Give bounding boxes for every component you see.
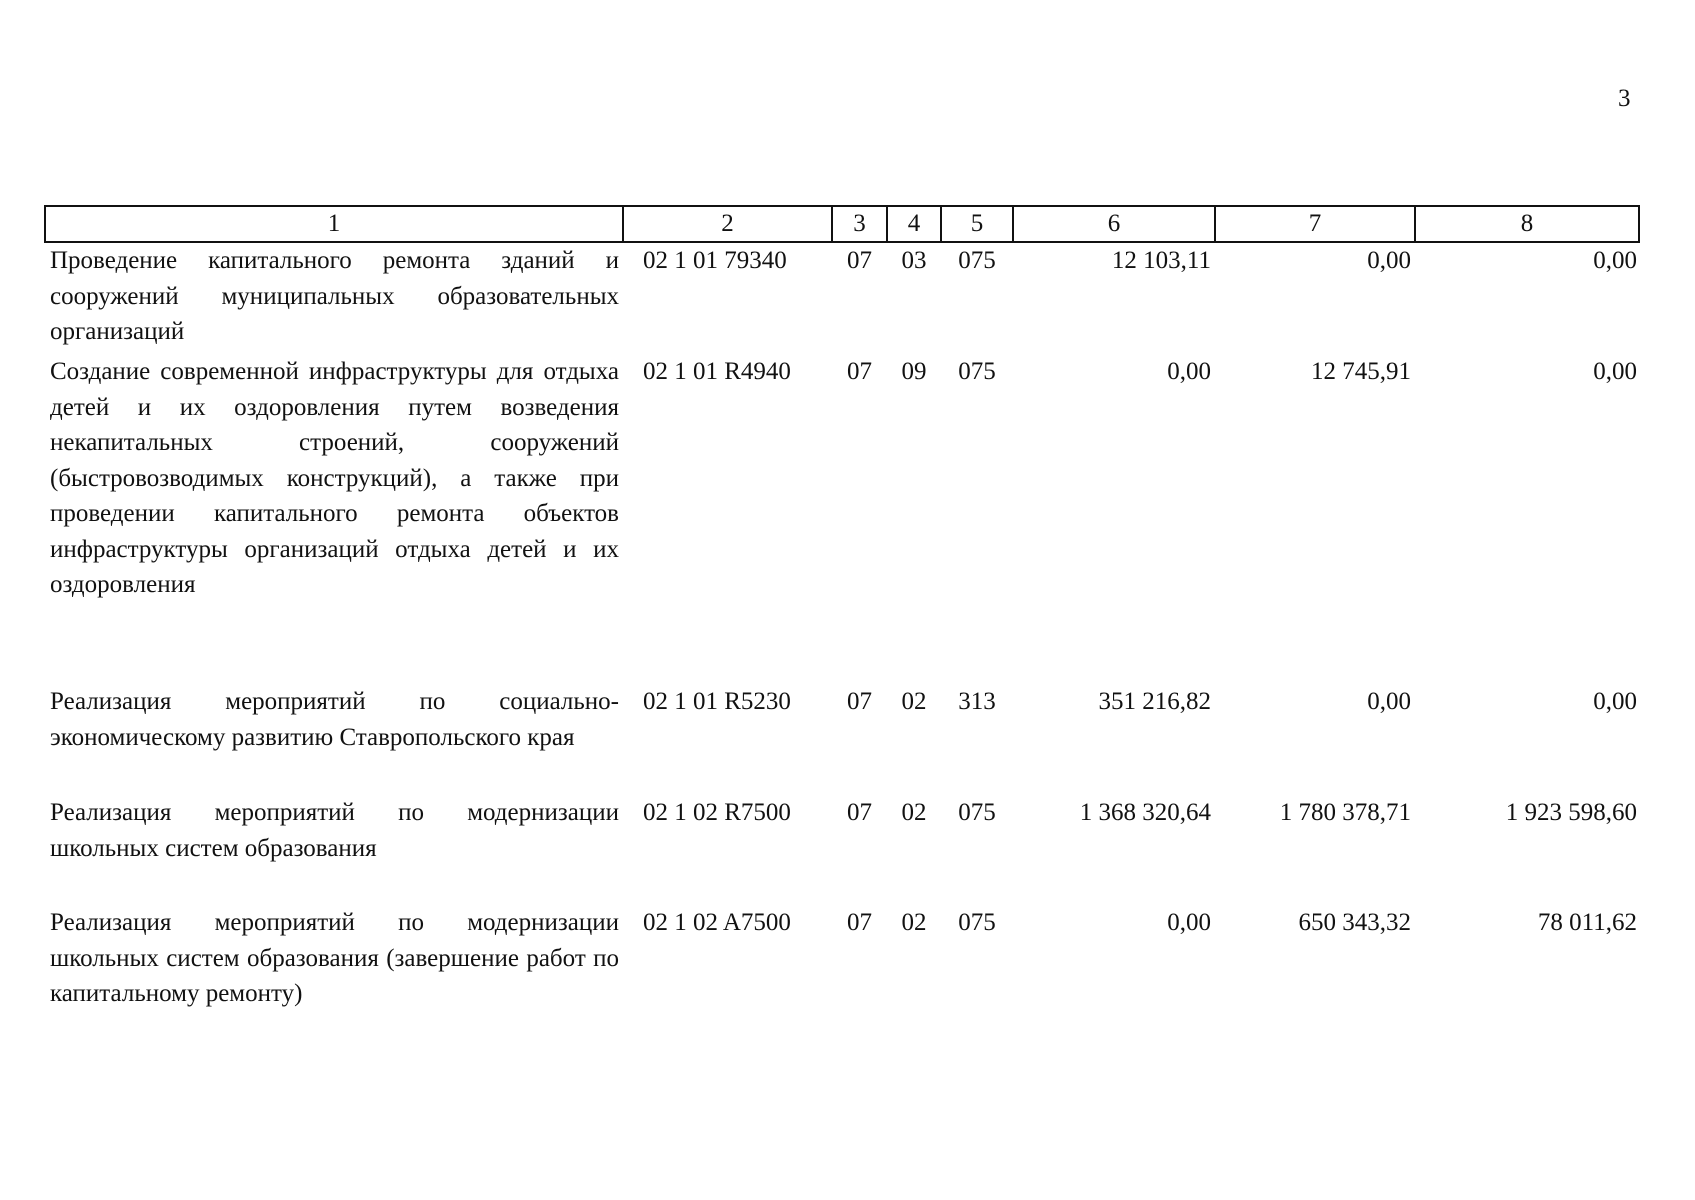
row-expense-type: 075 (958, 358, 996, 385)
row-amount-7: 0,00 (1367, 688, 1411, 715)
table-row (45, 795, 1639, 905)
row-amount-6: 12 103,11 (1111, 247, 1211, 274)
row-target-code: 02 1 01 R4940 (643, 358, 791, 385)
row-amount-7: 1 780 378,71 (1279, 799, 1411, 826)
row-amount-8: 78 011,62 (1537, 909, 1637, 936)
row-name: Реализация мероприятий по социально-экономическому развитию Ставропольского края (50, 688, 619, 751)
budget-table (44, 205, 1640, 1015)
row-amount-7: 650 343,32 (1298, 909, 1411, 936)
header-col-4: 4 (887, 206, 941, 242)
row-amount-6: 1 368 320,64 (1079, 799, 1211, 826)
header-col-2: 2 (623, 206, 832, 242)
row-subsection: 02 (901, 688, 927, 715)
row-expense-type: 313 (958, 688, 996, 715)
table-header (45, 206, 1639, 242)
row-target-code: 02 1 02 R7500 (643, 799, 791, 826)
table-row (45, 684, 1639, 795)
header-row (45, 206, 1639, 242)
row-subsection: 02 (901, 799, 927, 826)
row-amount-8: 1 923 598,60 (1505, 799, 1637, 826)
row-amount-6: 351 216,82 (1098, 688, 1211, 715)
row-expense-type: 075 (958, 909, 996, 936)
row-section: 07 (847, 799, 872, 826)
row-section: 07 (847, 909, 872, 936)
table-row (45, 905, 1639, 1015)
row-amount-6: 0,00 (1167, 358, 1211, 385)
row-name: Создание современной инфраструктуры для отдыха детей и их оздоровления путем возведения некапитальных строений, сооружений (быстровозводимых конструкций), а также при проведении капитального ремонта объектов инфраструктуры организаций отдыха детей и их оздоровления (50, 358, 619, 598)
row-target-code: 02 1 01 79340 (643, 247, 787, 274)
header-col-1: 1 (45, 206, 623, 242)
row-amount-6: 0,00 (1167, 909, 1211, 936)
row-name: Реализация мероприятий по модернизации школьных систем образования (50, 799, 619, 862)
row-subsection: 02 (901, 909, 927, 936)
row-amount-8: 0,00 (1593, 688, 1637, 715)
header-col-3: 3 (832, 206, 887, 242)
header-col-6: 6 (1013, 206, 1215, 242)
row-subsection: 03 (901, 247, 927, 274)
row-amount-8: 0,00 (1593, 358, 1637, 385)
row-expense-type: 075 (958, 799, 996, 826)
row-name: Реализация мероприятий по модернизации школьных систем образования (завершение работ по капитальному ремонту) (50, 909, 619, 1007)
row-section: 07 (847, 688, 872, 715)
table-row (45, 354, 1639, 684)
row-section: 07 (847, 247, 872, 274)
table-row (45, 242, 1639, 354)
table-body (45, 242, 1639, 1015)
row-amount-7: 0,00 (1367, 247, 1411, 274)
row-subsection: 09 (901, 358, 927, 385)
row-target-code: 02 1 01 R5230 (643, 688, 791, 715)
row-amount-8: 0,00 (1593, 247, 1637, 274)
header-col-8: 8 (1415, 206, 1639, 242)
row-target-code: 02 1 02 A7500 (643, 909, 791, 936)
header-col-7: 7 (1215, 206, 1415, 242)
row-section: 07 (847, 358, 872, 385)
row-expense-type: 075 (958, 247, 996, 274)
header-col-5: 5 (941, 206, 1013, 242)
row-amount-7: 12 745,91 (1311, 358, 1411, 385)
row-name: Проведение капитального ремонта зданий и сооружений муниципальных образовательных организаций (50, 247, 619, 345)
page-number: 3 (1618, 85, 1631, 112)
